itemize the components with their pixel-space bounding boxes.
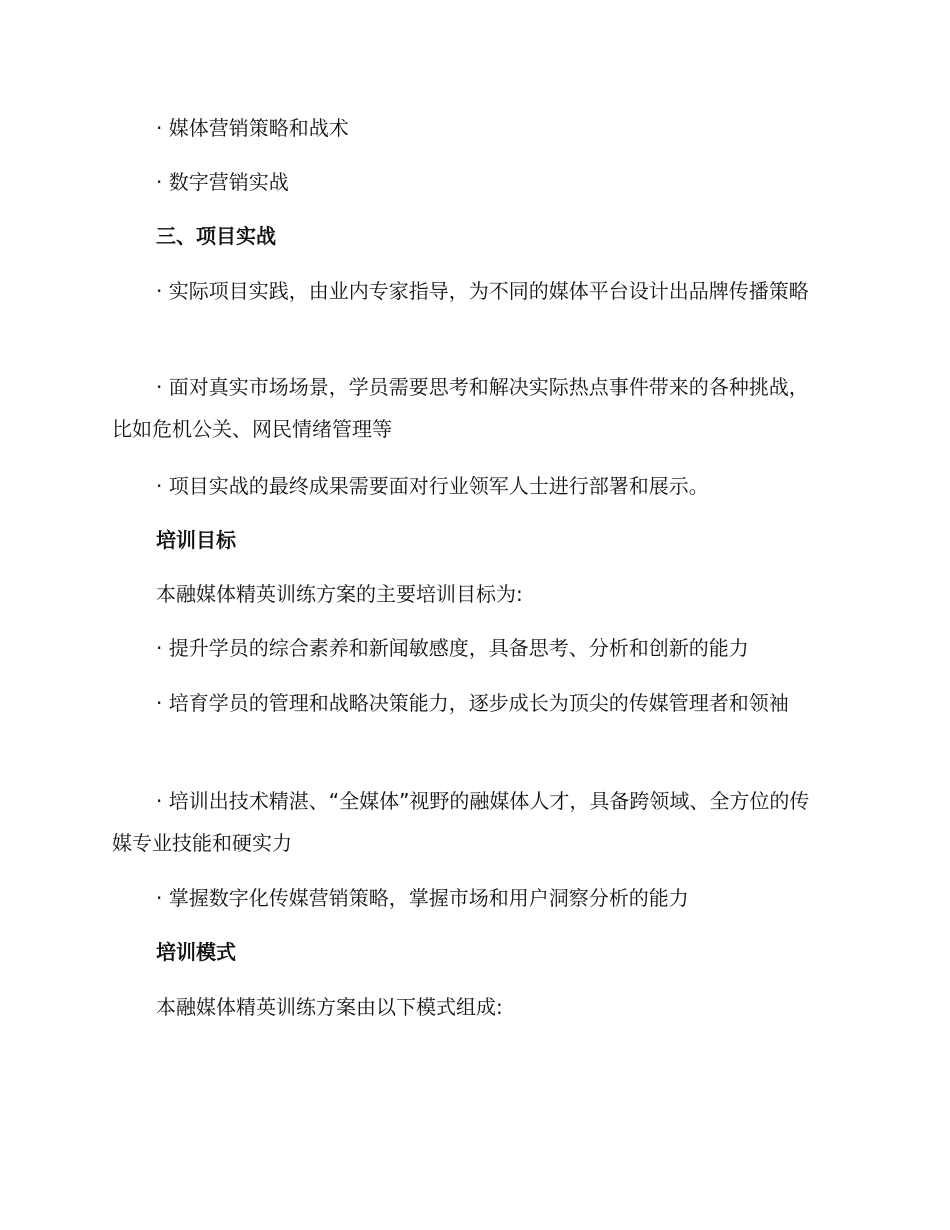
bullet-final-result: · 项目实战的最终成果需要面对行业领军人士进行部署和展示。 xyxy=(156,474,709,498)
bullet-digital-marketing: · 数字营销实战 xyxy=(156,170,289,194)
bullet-digital-strategy: · 掌握数字化传媒营销策略，掌握市场和用户洞察分析的能力 xyxy=(156,886,689,910)
section-heading-training-goals: 培训目标 xyxy=(156,528,236,552)
bullet-real-project: · 实际项目实践，由业内专家指导，为不同的媒体平台设计出品牌传播策略 xyxy=(156,279,809,303)
paragraph-goals-intro: 本融媒体精英训练方案的主要培训目标为: xyxy=(156,582,523,606)
bullet-media-marketing: · 媒体营销策略和战术 xyxy=(156,116,349,140)
section-heading-project-practice: 三、项目实战 xyxy=(156,224,276,248)
paragraph-mode-intro: 本融媒体精英训练方案由以下模式组成: xyxy=(156,995,503,1019)
bullet-management-ability: · 培育学员的管理和战略决策能力，逐步成长为顶尖的传媒管理者和领袖 xyxy=(156,691,789,715)
bullet-improve-quality: · 提升学员的综合素养和新闻敏感度，具备思考、分析和创新的能力 xyxy=(156,636,749,660)
bullet-all-media-talent: · 培训出技术精湛、“全媒体”视野的融媒体人才，具备跨领域、全方位的传媒专业技能和硬实力 xyxy=(112,789,810,855)
section-heading-training-mode: 培训模式 xyxy=(156,940,236,964)
bullet-real-market: · 面对真实市场场景，学员需要思考和解决实际热点事件带来的各种挑战，比如危机公关、网民情绪管理等 xyxy=(112,375,809,441)
